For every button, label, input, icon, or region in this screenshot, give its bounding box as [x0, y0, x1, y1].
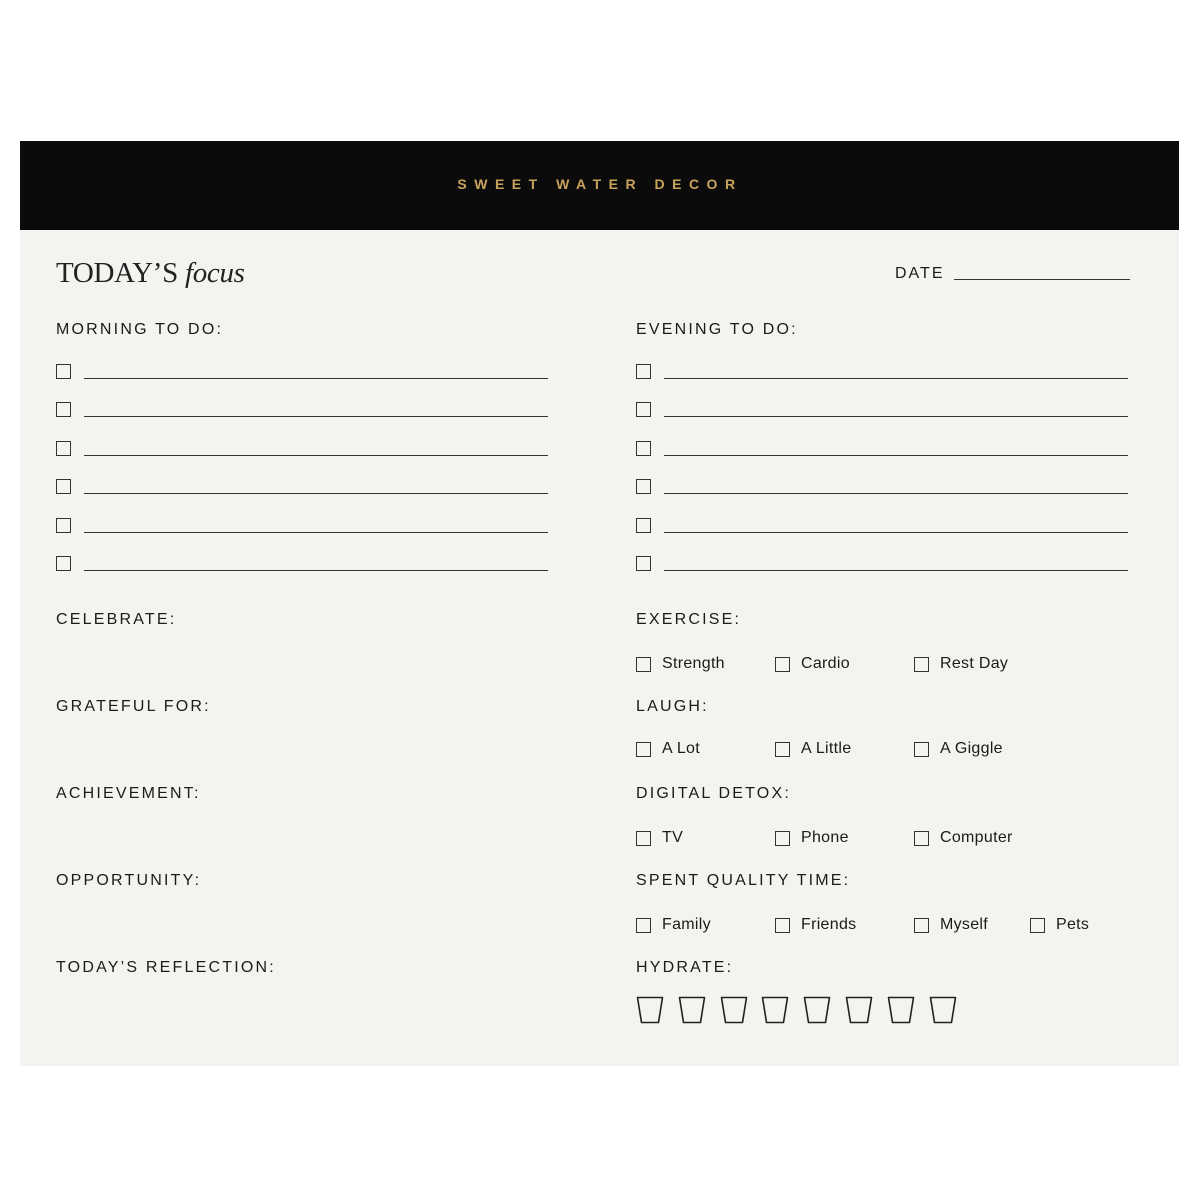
option-label: Family [662, 916, 711, 933]
option-label: A Little [801, 740, 852, 757]
exercise-option[interactable] [775, 655, 850, 673]
option-label: Computer [940, 829, 1013, 846]
grateful-label: GRATEFUL FOR: [56, 698, 211, 715]
laugh-option[interactable] [775, 740, 851, 758]
option-label: Myself [940, 916, 989, 933]
detox-label: DIGITAL DETOX: [636, 785, 791, 802]
date-field[interactable] [954, 279, 1130, 280]
checkbox[interactable] [914, 918, 929, 933]
morning-todo-line[interactable] [84, 378, 548, 379]
detox-option[interactable] [636, 829, 683, 847]
evening-todo-line[interactable] [664, 416, 1128, 417]
checkbox[interactable] [1030, 918, 1045, 933]
water-cup-icon[interactable] [678, 996, 706, 1024]
evening-todo-checkbox[interactable] [636, 441, 651, 456]
morning-todo-line[interactable] [84, 455, 548, 456]
water-cup-icon[interactable] [887, 996, 915, 1024]
exercise-option[interactable] [914, 655, 1008, 673]
exercise-option[interactable] [636, 655, 725, 673]
water-cup-icon[interactable] [845, 996, 873, 1024]
evening-todo-line[interactable] [664, 378, 1128, 379]
evening-todo-line[interactable] [664, 532, 1128, 533]
checkbox[interactable] [636, 831, 651, 846]
quality-time-option[interactable] [1030, 916, 1089, 934]
hydrate-label: HYDRATE: [636, 959, 734, 976]
exercise-label: EXERCISE: [636, 611, 742, 628]
option-label: Cardio [801, 655, 850, 672]
laugh-label: LAUGH: [636, 698, 709, 715]
quality-time-option[interactable] [775, 916, 856, 934]
evening-todo-checkbox[interactable] [636, 479, 651, 494]
evening-todo-line[interactable] [664, 455, 1128, 456]
option-label: Pets [1056, 916, 1090, 933]
checkbox[interactable] [636, 918, 651, 933]
quality-time-option[interactable] [636, 916, 711, 934]
detox-option[interactable] [775, 829, 849, 847]
checkbox[interactable] [914, 831, 929, 846]
checkbox[interactable] [636, 657, 651, 672]
title-accent: focus [184, 257, 245, 289]
brand-logo: SWEET WATER DECOR [457, 176, 743, 192]
reflection-label: TODAY’S REFLECTION: [56, 959, 276, 976]
laugh-option[interactable] [636, 740, 700, 758]
water-cup-icon[interactable] [929, 996, 957, 1024]
morning-todo-checkbox[interactable] [56, 518, 71, 533]
morning-todo-checkbox[interactable] [56, 441, 71, 456]
option-label: Phone [801, 829, 849, 846]
option-label: Friends [801, 916, 857, 933]
laugh-option[interactable] [914, 740, 1003, 758]
option-label: TV [662, 829, 684, 846]
evening-todo-checkbox[interactable] [636, 364, 651, 379]
morning-todo-line[interactable] [84, 570, 548, 571]
evening-todo-line[interactable] [664, 493, 1128, 494]
checkbox[interactable] [775, 831, 790, 846]
checkbox[interactable] [636, 742, 651, 757]
water-cup-icon[interactable] [803, 996, 831, 1024]
checkbox[interactable] [914, 742, 929, 757]
date-label: DATE [895, 265, 945, 282]
evening-todo-checkbox[interactable] [636, 556, 651, 571]
morning-label: MORNING TO DO: [56, 321, 224, 338]
morning-todo-line[interactable] [84, 493, 548, 494]
morning-todo-checkbox[interactable] [56, 364, 71, 379]
morning-todo-checkbox[interactable] [56, 479, 71, 494]
evening-todo-line[interactable] [664, 570, 1128, 571]
water-cup-icon[interactable] [761, 996, 789, 1024]
page-title [56, 257, 245, 290]
opportunity-label: OPPORTUNITY: [56, 872, 202, 889]
evening-todo-checkbox[interactable] [636, 402, 651, 417]
water-cup-icon[interactable] [636, 996, 664, 1024]
checkbox[interactable] [914, 657, 929, 672]
morning-todo-checkbox[interactable] [56, 556, 71, 571]
celebrate-label: CELEBRATE: [56, 611, 177, 628]
checkbox[interactable] [775, 657, 790, 672]
detox-option[interactable] [914, 829, 1013, 847]
checkbox[interactable] [775, 918, 790, 933]
evening-label: EVENING TO DO: [636, 321, 798, 338]
option-label: Strength [662, 655, 725, 672]
quality-time-label: SPENT QUALITY TIME: [636, 872, 851, 889]
title-main: TODAY’S [56, 257, 185, 289]
quality-time-option[interactable] [914, 916, 988, 934]
morning-todo-line[interactable] [84, 532, 548, 533]
option-label: A Lot [662, 740, 700, 757]
morning-todo-line[interactable] [84, 416, 548, 417]
checkbox[interactable] [775, 742, 790, 757]
morning-todo-checkbox[interactable] [56, 402, 71, 417]
evening-todo-checkbox[interactable] [636, 518, 651, 533]
option-label: A Giggle [940, 740, 1003, 757]
water-cup-icon[interactable] [720, 996, 748, 1024]
option-label: Rest Day [940, 655, 1009, 672]
achievement-label: ACHIEVEMENT: [56, 785, 201, 802]
